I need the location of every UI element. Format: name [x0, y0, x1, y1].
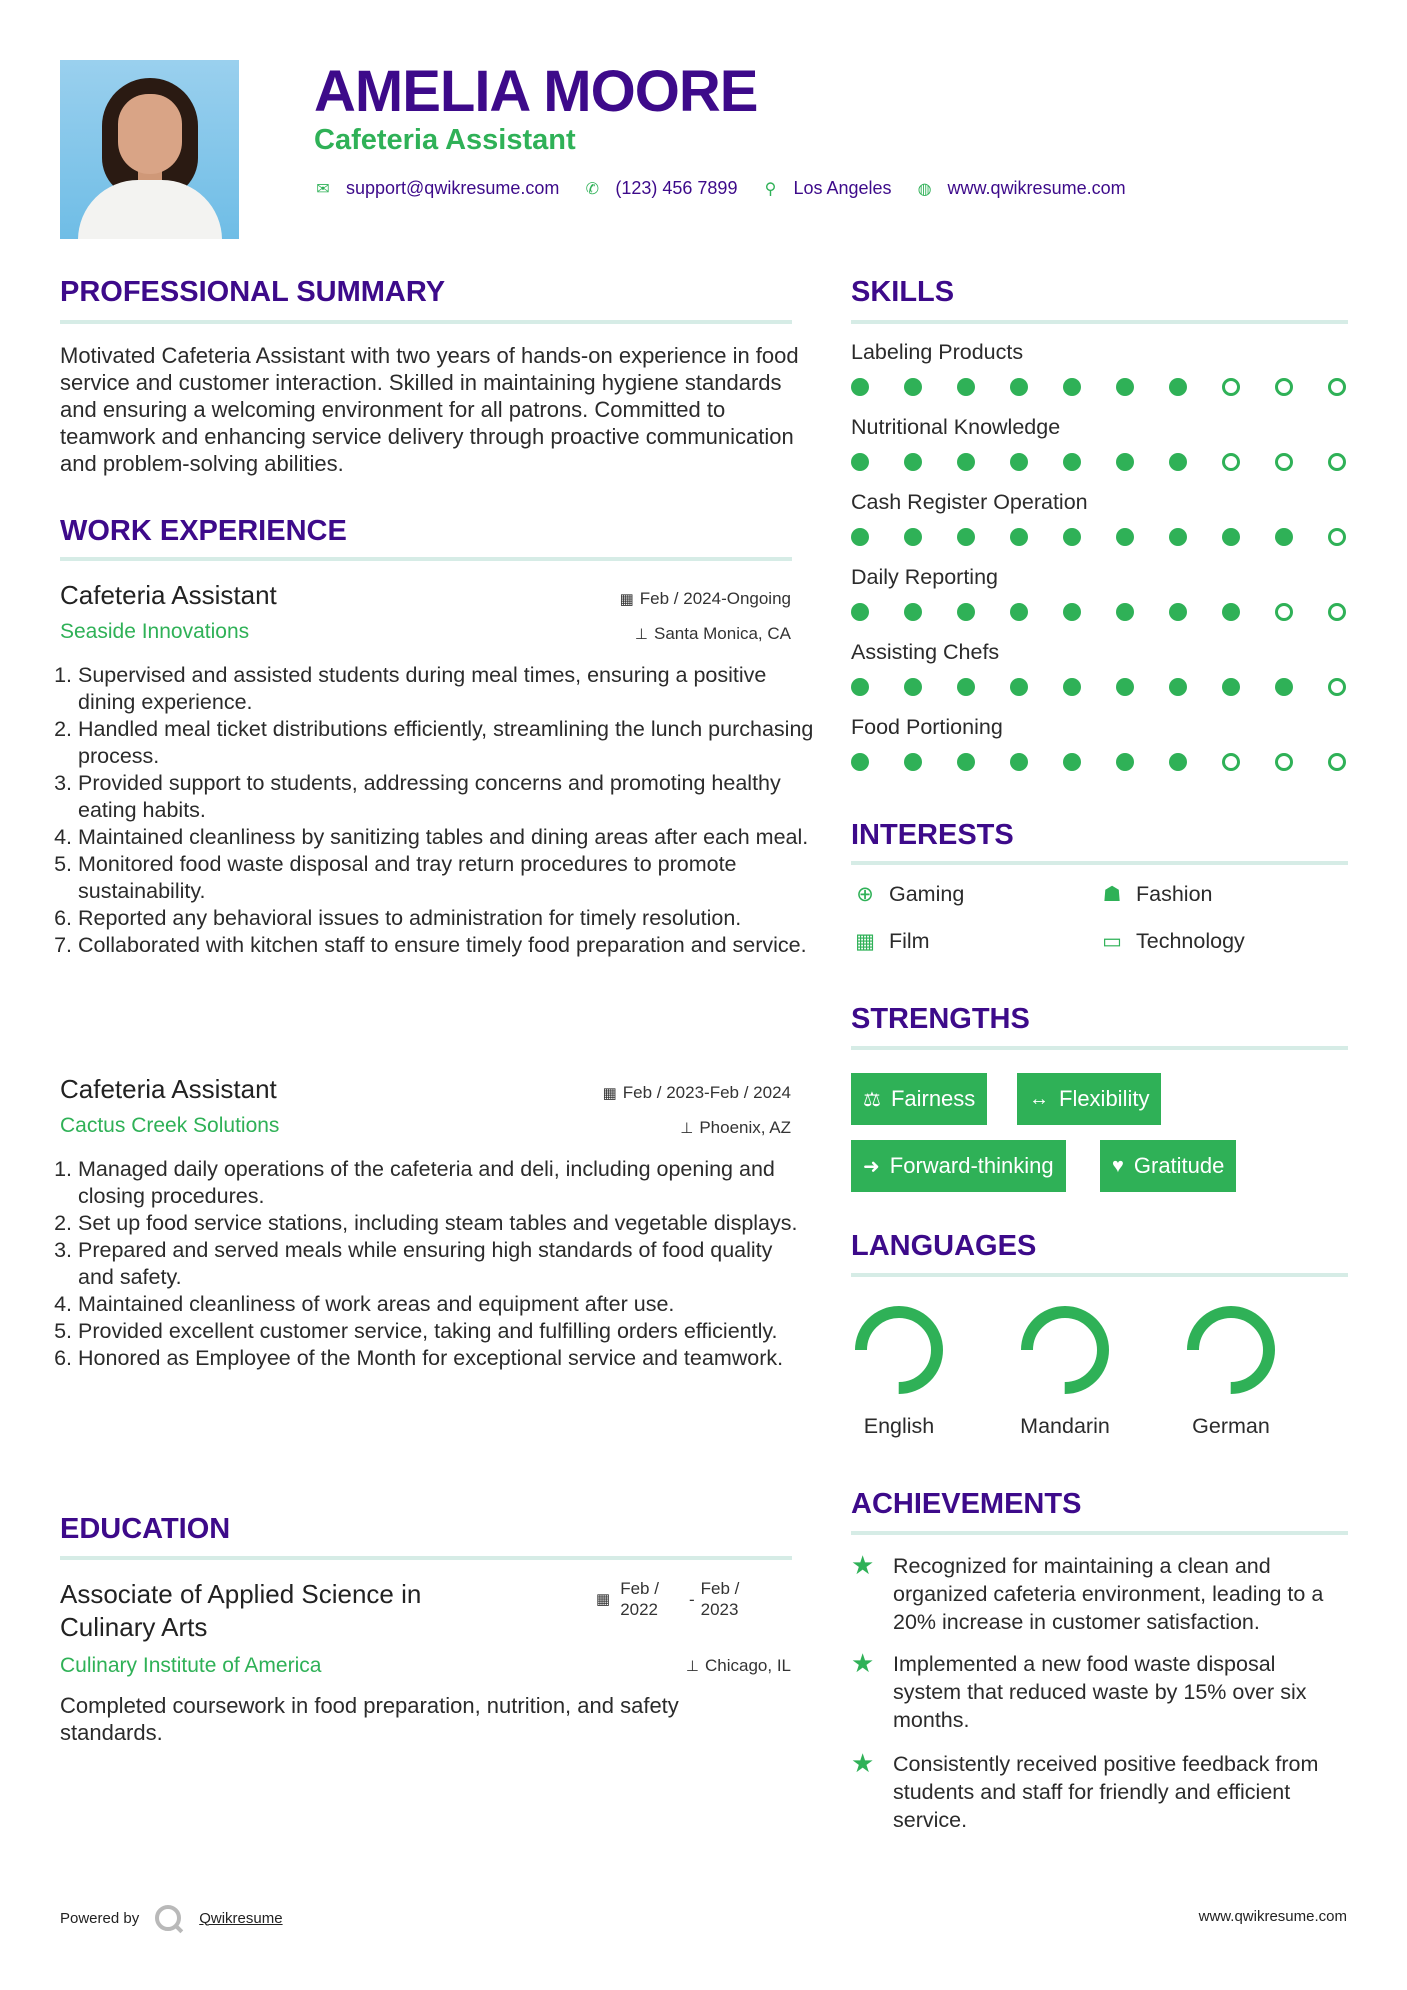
- rating-dot-filled: [1169, 753, 1187, 771]
- rating-dot-filled: [1116, 378, 1134, 396]
- language-label: German: [1192, 1414, 1270, 1438]
- language-proficiency-ring: [849, 1300, 949, 1400]
- powered-by-label: Powered by: [60, 1909, 140, 1927]
- job-title: Cafeteria Assistant: [60, 580, 277, 610]
- rating-dot-filled: [1063, 678, 1081, 696]
- list-item: 6. Reported any behavioral issues to administration for timely resolution.: [78, 905, 814, 932]
- rating-dot-filled: [957, 603, 975, 621]
- rating-dot-filled: [1063, 453, 1081, 471]
- contact-website[interactable]: www.qwikresume.com: [947, 178, 1126, 198]
- rating-dot-filled: [851, 453, 869, 471]
- education-dates: ▦ Feb / 2022 - Feb / 2023: [596, 1579, 740, 1619]
- rating-dot-filled: [904, 453, 922, 471]
- pin-icon: ⊥: [685, 1658, 699, 1675]
- language-proficiency-arc: [1027, 1312, 1103, 1388]
- section-divider: [851, 1273, 1348, 1277]
- footer-url[interactable]: www.qwikresume.com: [1198, 1908, 1347, 1925]
- rating-dot-filled: [1116, 528, 1134, 546]
- rating-dot-empty: [1328, 603, 1346, 621]
- rating-dot-empty: [1328, 453, 1346, 471]
- contact-location: Los Angeles: [793, 178, 892, 198]
- section-title-education: EDUCATION: [60, 1513, 231, 1545]
- section-title-interests: INTERESTS: [851, 819, 1014, 851]
- rating-dot-empty: [1275, 453, 1293, 471]
- list-item: 3. Provided support to students, addressing concerns and promoting healthy eating habits.: [78, 770, 814, 824]
- list-item: 6. Honored as Employee of the Month for exceptional service and teamwork.: [78, 1345, 814, 1372]
- education-location: ⊥ Chicago, IL: [685, 1656, 791, 1675]
- summary-text: Motivated Cafeteria Assistant with two years of hands-on experience in food service and customer interaction. Skilled in maintaining hygiene standards and ensuring a welcoming environment for all patrons. Committed to teamwork and enhancing service delivery through proactive communication and problem-solving abilities.: [60, 343, 799, 476]
- gamepad-icon: ⊕: [856, 883, 874, 906]
- skill-label: Food Portioning: [851, 715, 1003, 739]
- rating-dot-empty: [1275, 378, 1293, 396]
- rating-dot-filled: [1063, 753, 1081, 771]
- interest-item: ▭ Technology: [1098, 929, 1245, 954]
- candidate-name: AMELIA MOORE: [314, 59, 758, 124]
- rating-dot-filled: [957, 453, 975, 471]
- language-item: [839, 1300, 959, 1439]
- section-divider: [851, 320, 1348, 324]
- contact-phone[interactable]: (123) 456 7899: [615, 178, 738, 198]
- rating-dot-filled: [1169, 378, 1187, 396]
- rating-dot-empty: [1222, 453, 1240, 471]
- language-item: [1171, 1300, 1291, 1439]
- rating-dot-filled: [1063, 378, 1081, 396]
- section-title-achievements: ACHIEVEMENTS: [851, 1488, 1082, 1520]
- list-item: 5. Monitored food waste disposal and tray return procedures to promote sustainability.: [78, 851, 814, 905]
- phone-icon: ✆: [585, 180, 600, 198]
- list-item: 4. Maintained cleanliness of work areas and equipment after use.: [78, 1291, 814, 1318]
- strength-tag: ⚖ Fairness: [851, 1073, 987, 1125]
- rating-dot-filled: [1275, 528, 1293, 546]
- list-item: 2. Set up food service stations, including steam tables and vegetable displays.: [78, 1210, 814, 1237]
- education-degree: Associate of Applied Science in Culinary Arts: [60, 1579, 422, 1642]
- skill-label: Nutritional Knowledge: [851, 415, 1061, 439]
- rating-dot-filled: [904, 528, 922, 546]
- rating-dot-filled: [1010, 678, 1028, 696]
- job-title: Cafeteria Assistant: [60, 1074, 277, 1104]
- rating-dot-filled: [1222, 603, 1240, 621]
- skill-rating: [851, 678, 1381, 696]
- interest-item: ⊕ Gaming: [851, 882, 964, 907]
- skill-label: Labeling Products: [851, 340, 1024, 364]
- contact-email[interactable]: support@qwikresume.com: [346, 178, 560, 198]
- job-company: Cactus Creek Solutions: [60, 1114, 280, 1137]
- rating-dot-filled: [957, 528, 975, 546]
- job-responsibilities: [60, 1156, 814, 1372]
- rating-dot-empty: [1328, 528, 1346, 546]
- rating-dot-filled: [851, 753, 869, 771]
- rating-dot-filled: [851, 528, 869, 546]
- achievement-item: ★ Recognized for maintaining a clean and organized cafeteria environment, leading to a 20% increase in customer satisfaction.: [851, 1550, 1324, 1634]
- balance-scale-icon: ⚖: [863, 1088, 881, 1111]
- rating-dot-empty: [1328, 678, 1346, 696]
- calendar-icon: ▦: [619, 591, 634, 608]
- rating-dot-filled: [851, 603, 869, 621]
- job-location: ⊥ Phoenix, AZ: [680, 1118, 791, 1137]
- pin-icon: ⊥: [680, 1120, 694, 1137]
- rating-dot-filled: [1010, 453, 1028, 471]
- interest-item: ▦ Film: [851, 929, 930, 954]
- footer-branding: [60, 1905, 283, 1931]
- rating-dot-filled: [1169, 603, 1187, 621]
- calendar-icon: ▦: [602, 1085, 617, 1102]
- pin-icon: ⊥: [634, 626, 648, 643]
- rating-dot-filled: [1275, 678, 1293, 696]
- heart-icon: ♥: [1112, 1154, 1124, 1177]
- section-divider: [60, 557, 792, 561]
- rating-dot-filled: [904, 753, 922, 771]
- envelope-icon: ✉: [316, 180, 330, 198]
- education-end: Feb / 2023: [700, 1579, 740, 1619]
- calendar-icon: ▦: [596, 1590, 611, 1608]
- rating-dot-filled: [1222, 678, 1240, 696]
- section-title-strengths: STRENGTHS: [851, 1003, 1030, 1035]
- star-icon: ★: [851, 1648, 875, 1678]
- language-label: Mandarin: [1020, 1414, 1110, 1438]
- section-title-summary: PROFESSIONAL SUMMARY: [60, 276, 446, 308]
- contact-bar: [314, 178, 1150, 199]
- list-item: 4. Maintained cleanliness by sanitizing tables and dining areas after each meal.: [78, 824, 814, 851]
- list-item: 1. Supervised and assisted students during meal times, ensuring a positive dining experience.: [78, 662, 814, 716]
- list-item: 1. Managed daily operations of the cafeteria and deli, including opening and closing procedures.: [78, 1156, 814, 1210]
- section-divider: [851, 861, 1348, 865]
- skill-label: Cash Register Operation: [851, 490, 1088, 514]
- rating-dot-filled: [1116, 753, 1134, 771]
- rating-dot-filled: [957, 378, 975, 396]
- strength-tag: ↔ Flexibility: [1017, 1073, 1161, 1125]
- section-divider: [60, 320, 792, 324]
- list-item: 7. Collaborated with kitchen staff to ensure timely food preparation and service.: [78, 932, 814, 959]
- language-proficiency-ring: [1015, 1300, 1115, 1400]
- rating-dot-empty: [1222, 378, 1240, 396]
- rating-dot-filled: [904, 603, 922, 621]
- qwikresume-link[interactable]: Qwikresume: [199, 1909, 283, 1927]
- job-dates: ▦ Feb / 2023-Feb / 2024: [602, 1083, 791, 1102]
- strength-tag: ♥ Gratitude: [1100, 1140, 1236, 1192]
- rating-dot-filled: [957, 753, 975, 771]
- rating-dot-empty: [1328, 378, 1346, 396]
- rating-dot-empty: [1275, 753, 1293, 771]
- rating-dot-filled: [1010, 603, 1028, 621]
- rating-dot-filled: [1010, 378, 1028, 396]
- skill-label: Daily Reporting: [851, 565, 998, 589]
- profile-photo: [60, 60, 239, 239]
- map-pin-icon: ⚲: [764, 180, 777, 198]
- section-divider: [851, 1046, 1348, 1050]
- section-title-experience: WORK EXPERIENCE: [60, 515, 347, 547]
- skill-rating: [851, 378, 1381, 396]
- rating-dot-empty: [1275, 603, 1293, 621]
- rating-dot-filled: [1116, 453, 1134, 471]
- rating-dot-filled: [1010, 753, 1028, 771]
- skill-label: Assisting Chefs: [851, 640, 1000, 664]
- candidate-role: Cafeteria Assistant: [314, 124, 576, 156]
- language-item: [1005, 1300, 1125, 1439]
- rating-dot-filled: [1116, 603, 1134, 621]
- achievement-item: ★ Implemented a new food waste disposal system that reduced waste by 15% over six months.: [851, 1648, 1307, 1732]
- star-icon: ★: [851, 1748, 875, 1778]
- language-proficiency-arc: [1193, 1312, 1269, 1388]
- rating-dot-empty: [1328, 753, 1346, 771]
- section-divider: [851, 1531, 1348, 1535]
- skill-rating: [851, 753, 1381, 771]
- section-title-languages: LANGUAGES: [851, 1230, 1037, 1262]
- skill-rating: [851, 453, 1381, 471]
- film-icon: ▦: [855, 930, 875, 953]
- interest-item: ☗ Fashion: [1098, 882, 1213, 907]
- language-proficiency-arc: [861, 1312, 937, 1388]
- rating-dot-filled: [904, 378, 922, 396]
- star-icon: ★: [851, 1550, 875, 1580]
- rating-dot-filled: [1063, 528, 1081, 546]
- language-label: English: [863, 1414, 935, 1438]
- arrow-right-icon: ➜: [863, 1155, 880, 1178]
- rating-dot-filled: [1169, 453, 1187, 471]
- globe-icon: ◍: [917, 180, 932, 198]
- list-item: 5. Provided excellent customer service, taking and fulfilling orders efficiently.: [78, 1318, 814, 1345]
- section-divider: [60, 1556, 792, 1560]
- rating-dot-filled: [851, 378, 869, 396]
- rating-dot-empty: [1222, 753, 1240, 771]
- rating-dot-filled: [904, 678, 922, 696]
- section-title-skills: SKILLS: [851, 276, 955, 308]
- rating-dot-filled: [957, 678, 975, 696]
- rating-dot-filled: [1063, 603, 1081, 621]
- job-location: ⊥ Santa Monica, CA: [634, 624, 791, 643]
- list-item: 2. Handled meal ticket distributions efficiently, streamlining the lunch purchasing process.: [78, 716, 814, 770]
- shopping-bag-icon: ☗: [1102, 883, 1122, 906]
- skill-rating: [851, 528, 1381, 546]
- language-proficiency-ring: [1181, 1300, 1281, 1400]
- education-school: Culinary Institute of America: [60, 1654, 322, 1677]
- arrows-horizontal-icon: ↔: [1029, 1087, 1049, 1110]
- rating-dot-filled: [1010, 528, 1028, 546]
- laptop-icon: ▭: [1102, 930, 1122, 953]
- job-responsibilities: [60, 662, 814, 959]
- qwikresume-logo-icon: [155, 1905, 181, 1931]
- rating-dot-filled: [1222, 528, 1240, 546]
- achievement-item: ★ Consistently received positive feedback from students and staff for friendly and efficient service.: [851, 1748, 1319, 1832]
- job-company: Seaside Innovations: [60, 620, 250, 643]
- rating-dot-filled: [851, 678, 869, 696]
- rating-dot-filled: [1116, 678, 1134, 696]
- rating-dot-filled: [1169, 678, 1187, 696]
- job-dates: ▦ Feb / 2024-Ongoing: [619, 589, 791, 608]
- list-item: 3. Prepared and served meals while ensuring high standards of food quality and safety.: [78, 1237, 814, 1291]
- education-description: Completed coursework in food preparation, nutrition, and safety standards.: [60, 1693, 679, 1745]
- strength-tag: ➜ Forward-thinking: [851, 1140, 1066, 1192]
- rating-dot-filled: [1169, 528, 1187, 546]
- education-start: Feb / 2022: [620, 1579, 659, 1619]
- skill-rating: [851, 603, 1381, 621]
